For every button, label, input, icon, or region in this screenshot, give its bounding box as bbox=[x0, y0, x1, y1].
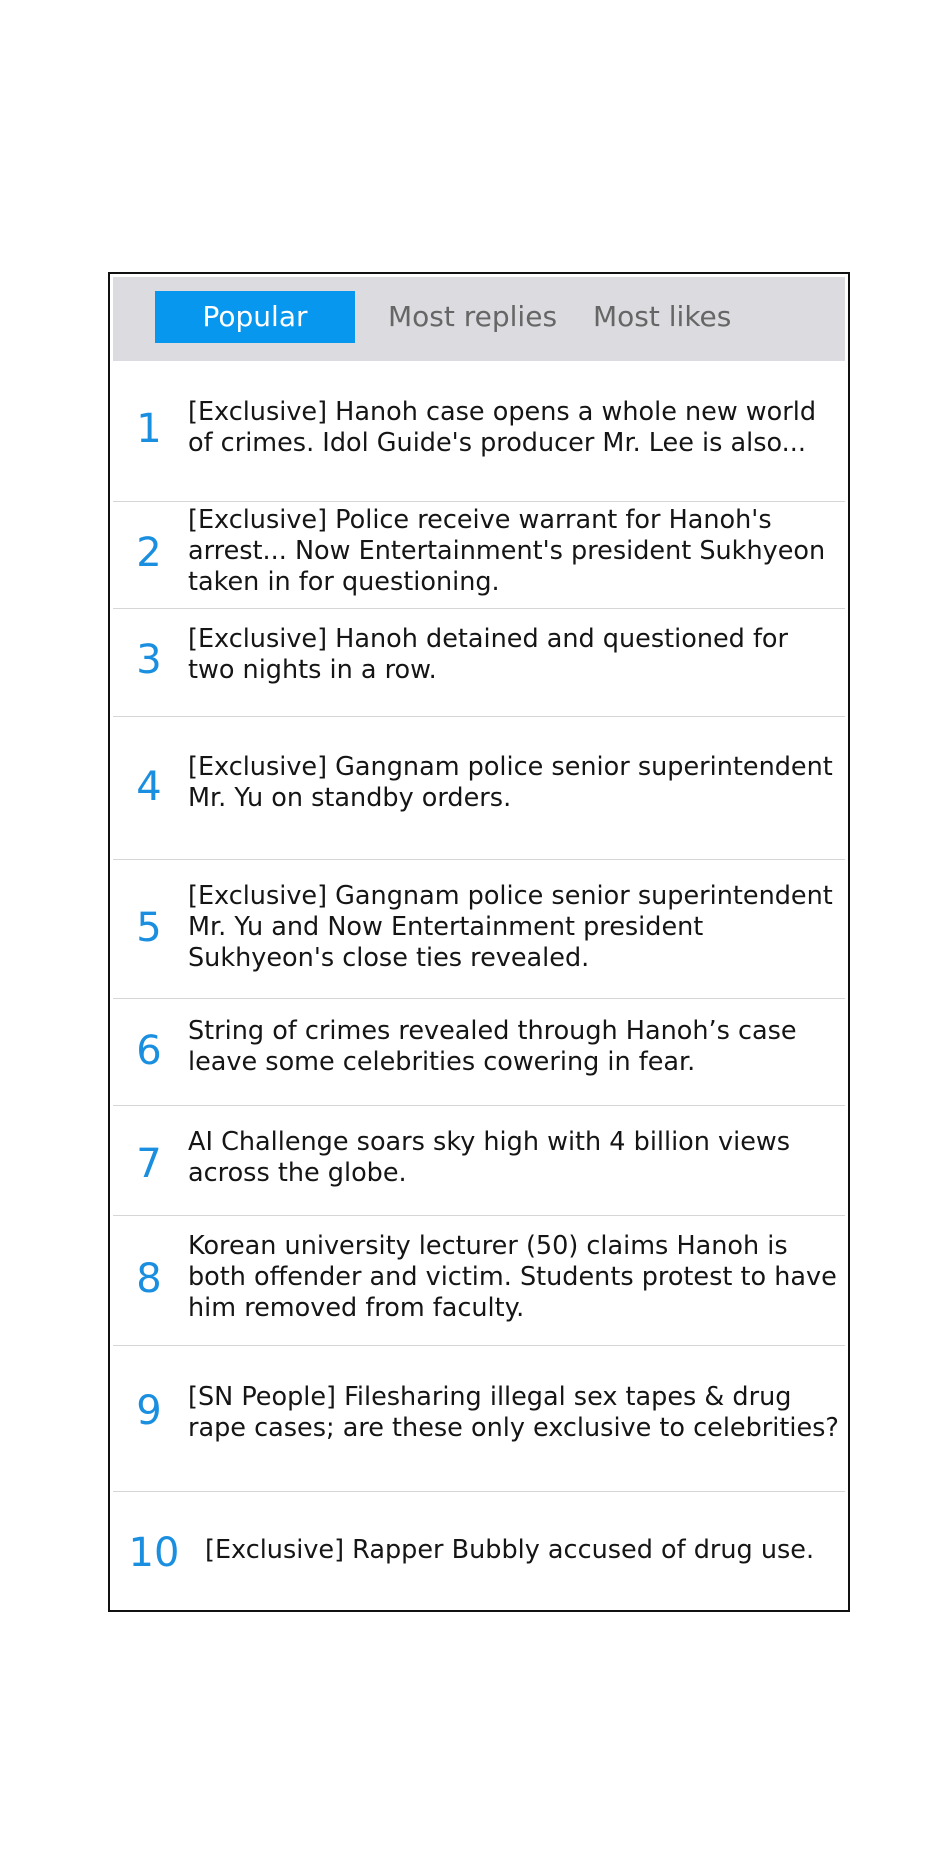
rank-number: 7 bbox=[136, 1141, 162, 1187]
article-title[interactable]: [Exclusive] Hanoh detained and questioned for two nights in a row. bbox=[188, 624, 789, 685]
tab-most-replies[interactable]: Most replies bbox=[388, 300, 558, 333]
rank-number: 9 bbox=[136, 1388, 162, 1434]
rank-number: 1 bbox=[136, 406, 162, 452]
article-title[interactable]: Korean university lecturer (50) claims Hanoh is both offender and victim. Students protest to have him removed from faculty. bbox=[188, 1231, 837, 1323]
list-item[interactable] bbox=[113, 860, 845, 999]
rank-number: 2 bbox=[136, 530, 162, 576]
article-title[interactable]: [Exclusive] Gangnam police senior superintendent Mr. Yu on standby orders. bbox=[188, 752, 833, 813]
ranking-panel bbox=[108, 272, 850, 1612]
article-title[interactable]: [Exclusive] Police receive warrant for Hanoh's arrest... Now Entertainment's president Sukhyeon taken in for questioning. bbox=[188, 505, 826, 597]
list-item[interactable] bbox=[113, 999, 845, 1106]
article-title[interactable]: [SN People] Filesharing illegal sex tapes & drug rape cases; are these only exclusive to celebrities? bbox=[188, 1382, 839, 1443]
list-item[interactable] bbox=[113, 361, 845, 502]
article-title[interactable]: String of crimes revealed through Hanoh’s case leave some celebrities cowering in fear. bbox=[188, 1016, 797, 1077]
list-item[interactable] bbox=[113, 609, 845, 717]
article-title[interactable]: [Exclusive] Gangnam police senior superintendent Mr. Yu and Now Entertainment president Sukhyeon's close ties revealed. bbox=[188, 881, 833, 973]
list-item[interactable] bbox=[113, 502, 845, 609]
list-item[interactable] bbox=[113, 717, 845, 860]
list-item[interactable] bbox=[113, 1492, 845, 1607]
article-title[interactable]: [Exclusive] Hanoh case opens a whole new world of crimes. Idol Guide's producer Mr. Lee is also... bbox=[188, 397, 817, 458]
rank-number: 5 bbox=[136, 905, 162, 951]
list-item[interactable] bbox=[113, 1346, 845, 1492]
article-title[interactable]: [Exclusive] Rapper Bubbly accused of drug use. bbox=[205, 1535, 815, 1565]
tab-popular[interactable]: Popular bbox=[155, 291, 355, 343]
rank-number: 3 bbox=[136, 637, 162, 683]
rank-number: 10 bbox=[128, 1530, 180, 1576]
tab-bar bbox=[113, 277, 845, 361]
list-item[interactable] bbox=[113, 1216, 845, 1346]
list-item[interactable] bbox=[113, 1106, 845, 1216]
article-title[interactable]: AI Challenge soars sky high with 4 billion views across the globe. bbox=[188, 1127, 791, 1188]
rank-number: 8 bbox=[136, 1256, 162, 1302]
rank-number: 4 bbox=[136, 764, 162, 810]
tab-most-likes[interactable]: Most likes bbox=[593, 300, 732, 333]
rank-number: 6 bbox=[136, 1028, 162, 1074]
